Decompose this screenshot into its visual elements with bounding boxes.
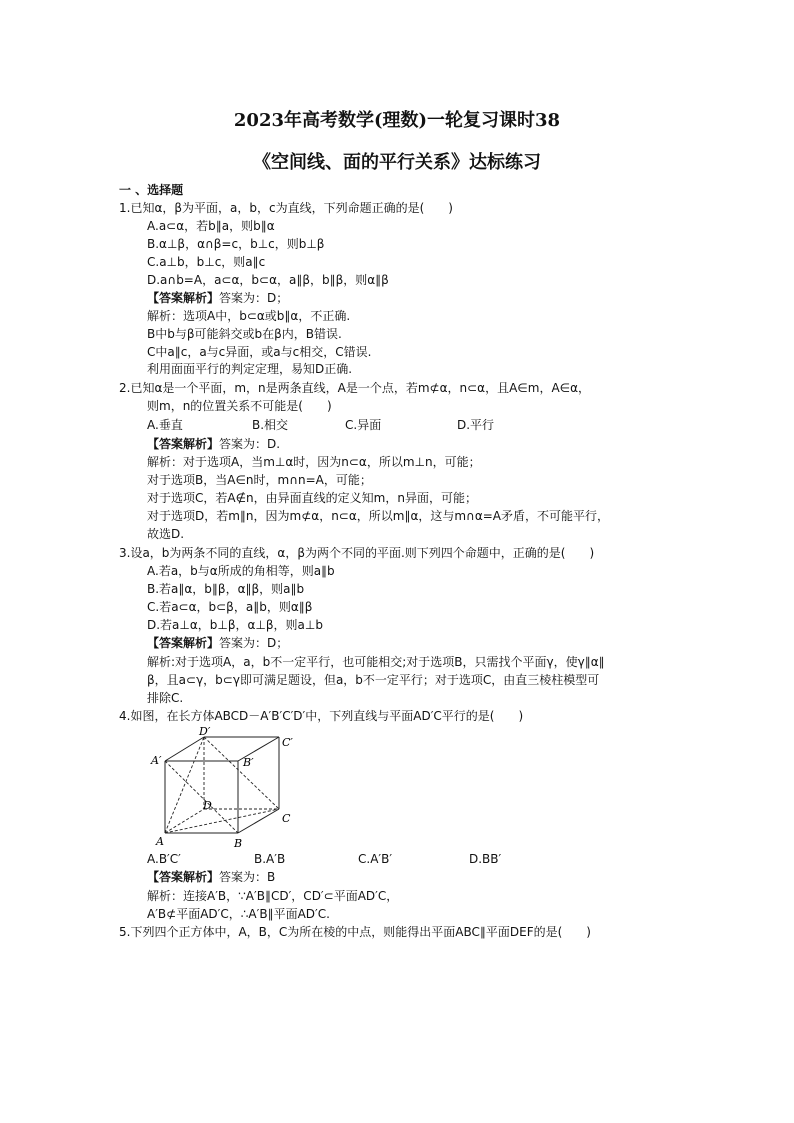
q1-answer: [147, 290, 288, 306]
label-d: D: [203, 799, 212, 812]
q2-option-d: D.平行: [457, 418, 495, 432]
q4-option-a: A.B′C′: [147, 852, 181, 866]
diag-d1-c: [204, 737, 279, 809]
q2-answer-tag: 【答案解析】: [147, 437, 220, 451]
q1-option-b: B.α⊥β，α∩β=c，b⊥c，则b⊥β: [147, 237, 325, 251]
q4-option-b: B.A′B: [254, 852, 286, 866]
edge-a1-d1: [165, 737, 204, 761]
q2-option-a: A.垂直: [147, 418, 183, 432]
q4-answer-tag: 【答案解析】: [147, 870, 220, 884]
q3-analysis-3: 排除C.: [147, 691, 184, 705]
q4-option-d: D.BB′: [469, 852, 502, 866]
q1-analysis-3: C中a∥c，a与c异面，或a与c相交，C错误.: [147, 345, 372, 359]
q5-stem: 5.下列四个正方体中，A，B，C为所在棱的中点，则能得出平面ABC∥平面DEF的是( ): [119, 925, 591, 939]
q4-analysis-1: 解析：连接A′B，∵A′B∥CD′，CD′⊂平面AD′C，: [147, 889, 399, 903]
q1-option-a: A.a⊂α，若b∥a，则b∥α: [147, 219, 275, 233]
q1-option-c: C.a⊥b，b⊥c，则a∥c: [147, 255, 266, 269]
q4-options: [147, 851, 501, 867]
q2-answer: [147, 436, 280, 452]
q3-answer-tag: 【答案解析】: [147, 636, 220, 650]
q2-stem-cont: 则m，n的位置关系不可能是( ): [147, 399, 332, 413]
q2-option-c: C.异面: [345, 418, 382, 432]
label-b: B: [234, 837, 243, 850]
q3-option-b: B.若a∥α，b∥β，α∥β，则a∥b: [147, 582, 305, 596]
diag-a-c: [165, 809, 279, 833]
q3-answer-text: 答案为：D；: [219, 636, 289, 650]
q1-answer-tag: 【答案解析】: [147, 291, 220, 305]
q3-analysis-1: 解析:对于选项A，a，b不一定平行，也可能相交;对于选项B，只需找个平面γ，使γ∥α∥: [147, 655, 605, 669]
q1-option-d: D.a∩b=A，a⊂α，b⊂α，a∥β，b∥β，则α∥β: [147, 273, 389, 287]
edge-b-c: [238, 809, 279, 833]
q3-analysis-2: β，且a⊂γ，b⊂γ即可满足题设，但a，b不一定平行；对于选项C，由直三棱柱模型可: [147, 673, 600, 687]
diag-a-d1: [165, 737, 204, 833]
q4-answer-text: 答案为：B: [219, 870, 276, 884]
label-d1: D′: [199, 725, 211, 738]
q3-option-c: C.若a⊂α，b⊂β，a∥b，则α∥β: [147, 600, 313, 614]
q4-option-c: C.A′B′: [358, 852, 393, 866]
q2-answer-text: 答案为：D.: [219, 437, 281, 451]
page-subtitle: 《空间线、面的平行关系》达标练习: [253, 152, 541, 173]
q2-stem: 2.已知α是一个平面，m，n是两条直线，A是一个点，若m⊄α，n⊂α，且A∈m，A∈α，: [119, 381, 591, 395]
q2-analysis-1: 解析：对于选项A，当m⊥α时，因为n⊂α，所以m⊥n，可能；: [147, 455, 481, 469]
q3-option-a: A.若a，b与α所成的角相等，则a∥b: [147, 564, 335, 578]
q4-analysis-2: A′B⊄平面AD′C，∴A′B∥平面AD′C.: [147, 907, 330, 921]
q2-analysis-2: 对于选项B，当A∈n时，m∩n=A，可能；: [147, 473, 372, 487]
q4-cuboid-figure: [145, 724, 305, 850]
q4-stem: 4.如图，在长方体ABCD－A′B′C′D′中，下列直线与平面AD′C平行的是( ): [119, 709, 524, 723]
label-a1: A′: [151, 754, 162, 767]
q1-analysis-4: 利用面面平行的判定定理，易知D正确.: [147, 362, 353, 376]
q2-analysis-4: 对于选项D，若m∥n，因为m⊄α，n⊂α，所以m∥α，这与m∩α=A矛盾，不可能平行，: [147, 509, 610, 523]
q2-options: [147, 417, 494, 433]
label-b1: B′: [243, 756, 254, 769]
q3-stem: 3.设a，b为两条不同的直线，α，β为两个不同的平面.则下列四个命题中，正确的是( ): [119, 546, 595, 560]
q1-analysis-1: 解析：选项A中，b⊂α或b∥α，不正确.: [147, 309, 351, 323]
page-title: 2023年高考数学(理数)一轮复习课时38: [233, 110, 561, 131]
edge-a-d: [165, 809, 204, 833]
q2-option-b: B.相交: [252, 418, 289, 432]
label-c1: C′: [282, 736, 293, 749]
q4-answer: [147, 869, 275, 885]
section-heading: 一 、选择题: [119, 183, 184, 197]
label-a: A: [156, 835, 164, 848]
diag-a1-b: [165, 761, 238, 833]
q3-answer: [147, 635, 288, 651]
q2-analysis-3: 对于选项C，若A∉n，由异面直线的定义知m，n异面，可能；: [147, 491, 477, 505]
q1-stem: 1.已知α，β为平面，a，b，c为直线，下列命题正确的是( ): [119, 201, 453, 215]
q2-analysis-5: 故选D.: [147, 527, 185, 541]
q3-option-d: D.若a⊥α，b⊥β，α⊥β，则a⊥b: [147, 618, 323, 632]
q1-analysis-2: B中b与β可能斜交或b在β内，B错误.: [147, 327, 342, 341]
label-c: C: [282, 812, 291, 825]
q1-answer-text: 答案为：D；: [219, 291, 289, 305]
